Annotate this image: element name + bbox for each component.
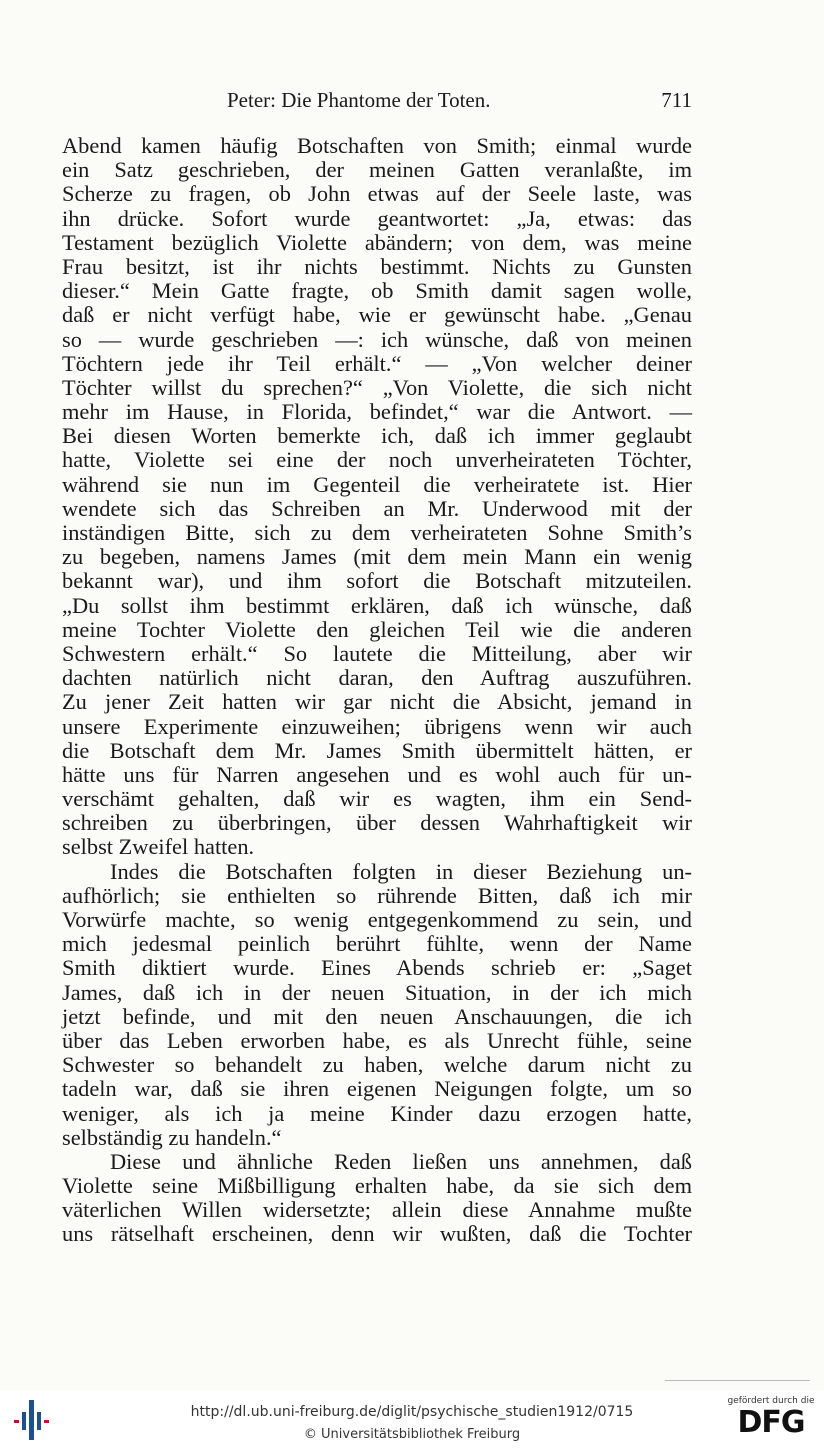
text-line: Indes die Botschaften folgten in dieser Beziehung un- <box>110 858 692 884</box>
text-line: über das Leben erworben habe, es als Unrecht fühle, seine <box>62 1027 692 1053</box>
text-line: „Du sollst ihm bestimmt erklären, daß ich wünsche, daß <box>62 592 692 618</box>
text-line: bekannt war), und ihm sofort die Botschaft mitzuteilen. <box>62 568 692 594</box>
copyright-notice: © Universitätsbibliothek Freiburg <box>303 1427 521 1442</box>
text-line: mich jedesmal peinlich berührt fühlte, wenn der Name <box>62 931 692 957</box>
text-line: ihn drücke. Sofort wurde geantwortet: „Ja, etwas: das <box>62 205 692 231</box>
text-line: unsere Experimente einzuweihen; übrigens wenn wir auch <box>62 713 692 739</box>
dfg-sub-label: gefördert durch die <box>727 1396 815 1406</box>
text-line: wendete sich das Schreiben an Mr. Underwood mit der <box>62 495 692 521</box>
body-text <box>62 134 692 1247</box>
text-line: Smith diktiert wurde. Eines Abends schrieb er: „Saget <box>62 955 692 981</box>
text-line: aufhörlich; sie enthielten so rührende Bitten, daß ich mir <box>62 882 692 908</box>
text-line: Zu jener Zeit hatten wir gar nicht die Absicht, jemand in <box>62 689 692 715</box>
text-line: verschämt gehalten, daß wir es wagten, ihm ein Send- <box>62 786 692 812</box>
text-line: weniger, als ich ja meine Kinder dazu erzogen hatte, <box>62 1100 692 1126</box>
text-line: dachten natürlich nicht daran, den Auftrag auszuführen. <box>62 665 692 691</box>
text-line: Scherze zu fragen, ob John etwas auf der Seele laste, was <box>62 181 692 207</box>
text-line: selbst Zweifel hatten. <box>62 834 255 860</box>
text-line: Schwester so behandelt zu haben, welche darum nicht zu <box>62 1052 692 1078</box>
page-header <box>62 88 692 118</box>
text-line: hätte uns für Narren angesehen und es wohl auch für un- <box>62 761 692 787</box>
text-line: so — wurde geschrieben —: ich wünsche, daß von meinen <box>62 326 692 352</box>
text-line: väterlichen Willen widersetzte; allein diese Annahme mußte <box>62 1197 692 1223</box>
text-line: dieser.“ Mein Gatte fragte, ob Smith damit sagen wolle, <box>62 278 692 304</box>
text-line: tadeln war, daß sie ihren eigenen Neigungen folgte, um so <box>62 1076 692 1102</box>
text-line: jetzt befinde, und mit den neuen Anschauungen, die ich <box>62 1003 692 1029</box>
text-line: Töchter willst du sprechen?“ „Von Violette, die sich nicht <box>62 374 692 400</box>
running-title: Peter: Die Phantome der Toten. <box>227 88 491 112</box>
text-line: Abend kamen häufig Botschaften von Smith; einmal wurde <box>62 133 692 158</box>
text-line: Töchtern jede ihr Teil erhält.“ — „Von welcher deiner <box>62 350 692 376</box>
text-line: Frau besitzt, ist ihr nichts bestimmt. Nichts zu Gunsten <box>62 253 692 279</box>
text-line: Vorwürfe machte, so wenig entgegenkommend zu sein, und <box>62 907 692 932</box>
text-line: Schwestern erhält.“ So lautete die Mitteilung, aber wir <box>62 640 692 666</box>
dfg-logo-text: DFG <box>737 1405 805 1440</box>
text-line: meine Tochter Violette den gleichen Teil wie die anderen <box>62 616 692 642</box>
text-line: zu begeben, namens James (mit dem mein Mann ein wenig <box>62 544 692 570</box>
viewer-footer <box>0 1390 824 1449</box>
text-line: die Botschaft dem Mr. James Smith übermittelt hätten, er <box>62 737 692 763</box>
text-line: James, daß ich in der neuen Situation, in der ich mich <box>62 979 692 1005</box>
text-line: schreiben zu überbringen, über dessen Wahrhaftigkeit wir <box>62 810 692 836</box>
dfg-funding-logo <box>726 1394 816 1446</box>
text-line: inständigen Bitte, sich zu dem verheirateten Sohne Smith’s <box>62 520 692 545</box>
permalink-url[interactable]: http://dl.ub.uni-freiburg.de/diglit/psychische_studien1912/0715 <box>190 1404 634 1420</box>
text-line: während sie nun im Gegenteil die verheiratete ist. Hier <box>62 471 692 497</box>
text-line: Violette seine Mißbilligung erhalten habe, da sie sich dem <box>62 1173 692 1199</box>
text-line: mehr im Hause, in Florida, befindet,“ war die Antwort. — <box>62 399 692 425</box>
text-line: hatte, Violette sei eine der noch unverheirateten Töchter, <box>62 447 692 473</box>
text-line: Diese und ähnliche Reden ließen uns annehmen, daß <box>110 1148 692 1174</box>
footer-rule <box>665 1380 810 1383</box>
text-line: ein Satz geschrieben, der meinen Gatten veranlaßte, im <box>62 157 692 183</box>
text-line: uns rätselhaft erscheinen, denn wir wußten, daß die Tochter <box>62 1221 692 1247</box>
text-line: daß er nicht verfügt habe, wie er gewünscht habe. „Genau <box>62 302 692 328</box>
text-line: selbständig zu handeln.“ <box>62 1124 282 1150</box>
text-line: Bei diesen Worten bemerkte ich, daß ich immer geglaubt <box>62 423 692 449</box>
page-number: 711 <box>661 88 692 112</box>
text-line: Testament bezüglich Violette abändern; von dem, was meine <box>62 229 692 255</box>
